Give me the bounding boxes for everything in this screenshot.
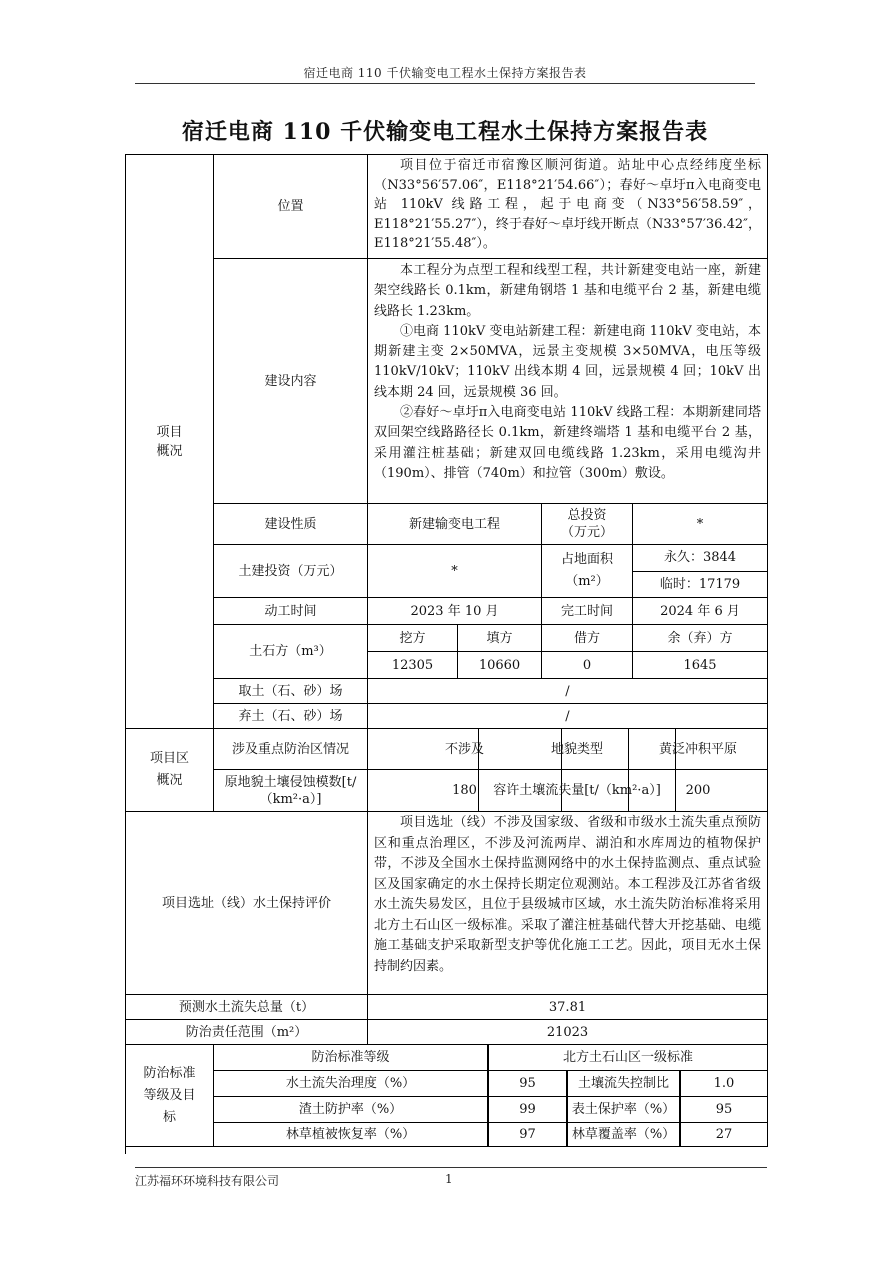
area-values bbox=[633, 545, 768, 598]
evaluation-text: 项目选址（线）不涉及国家级、省级和市级水土流失重点预防区和重点治理区，不涉及河流两岸、湖泊和水库周边的植物保护带，不涉及全国水土保持监测网络中的水土保持监测点、重点试验区及国家确定的水土保持长期定位观测站。本工程涉及江苏省省级水土流失易发区，且位于县级城市区域，水土流失防治标准将采用北方土石山区一级标准。采取了灌注桩基础代替大开挖基础、电缆施工基础支护采取新型支护等优化施工工艺。因此，项目无水土保持制约因素。 bbox=[368, 812, 768, 995]
grade-label: 防治标准等级 bbox=[214, 1045, 488, 1071]
target-value: 95 bbox=[488, 1071, 567, 1097]
page-number: 1 bbox=[445, 1172, 453, 1186]
total-invest-label: 总投资 （万元） bbox=[542, 504, 633, 545]
nature-label: 建设性质 bbox=[214, 504, 368, 545]
key-zone-value: 不涉及 bbox=[368, 729, 562, 770]
area-temporary: 临时：17179 bbox=[659, 576, 741, 592]
earthwork-value-excavate: 12305 bbox=[368, 652, 458, 679]
earthwork-label: 土石方（m³） bbox=[214, 625, 368, 679]
borrow-site-value: / bbox=[368, 679, 768, 704]
target-label: 水土流失治理度（%） bbox=[214, 1071, 488, 1097]
allowable-loss-value: 200 bbox=[628, 770, 768, 812]
page-title: 宿迁电商 110 千伏输变电工程水土保持方案报告表 bbox=[181, 119, 709, 145]
civil-invest-label: 土建投资（万元） bbox=[214, 545, 368, 598]
target-value: 99 bbox=[488, 1097, 567, 1123]
target-value: 1.0 bbox=[680, 1071, 768, 1097]
footer-company: 江苏福环环境科技有限公司 bbox=[135, 1174, 280, 1188]
content-label: 建设内容 bbox=[214, 259, 368, 504]
predicted-loss-value: 37.81 bbox=[368, 995, 768, 1020]
target-value: 27 bbox=[680, 1123, 768, 1147]
total-invest-value: * bbox=[633, 504, 768, 545]
civil-invest-value: * bbox=[368, 545, 542, 598]
start-label: 动工时间 bbox=[214, 598, 368, 625]
responsibility-label: 防治责任范围（m²） bbox=[126, 1020, 368, 1045]
location-text: 项目位于宿迁市宿豫区顺河街道。站址中心点经纬度坐标（N33°56′57.06″，E118°21′54.66″）；春好～卓圩π入电商变电站 110kV 线路工程，起于电商变（N33°56′58.59″，E118°21′55.27″），终于春好～卓圩线开断点（N33°57′36.42″，E118°21′55.48″）。 bbox=[368, 155, 768, 259]
grade-value: 北方土石山区一级标准 bbox=[488, 1045, 768, 1071]
erosion-modulus-label: 原地貌土壤侵蚀模数[t/（km²·a）] bbox=[214, 770, 368, 812]
report-table bbox=[125, 154, 768, 1154]
target-value: 97 bbox=[488, 1123, 567, 1147]
evaluation-label: 项目选址（线）水土保持评价 bbox=[126, 812, 368, 995]
content-paragraph: ②春好～卓圩π入电商变电站 110kV 线路工程：本期新建同塔双回架空线路路径长 0.1km，新建终端塔 1 基和电缆平台 2 基，采用灌注桩基础；新建双回电缆线路 1.23km，采用电缆沟井（190m）、排管（740m）和拉管（300m）敷设。 bbox=[374, 405, 761, 481]
key-zone-label: 涉及重点防治区情况 bbox=[214, 729, 368, 770]
overview-section-label: 项目 概况 bbox=[126, 155, 214, 729]
content-paragraph: 本工程分为点型工程和线型工程，共计新建变电站一座，新建架空线路长 0.1km，新建角钢塔 1 基和电缆平台 2 基，新建电缆线路长 1.23km。 bbox=[374, 263, 761, 319]
end-label: 完工时间 bbox=[542, 598, 633, 625]
target-label: 表土保护率（%） bbox=[567, 1097, 680, 1123]
earthwork-header-excavate: 挖方 bbox=[368, 625, 458, 652]
target-label: 林草植被恢复率（%） bbox=[214, 1123, 488, 1147]
target-value: 95 bbox=[680, 1097, 768, 1123]
location-label: 位置 bbox=[214, 155, 368, 259]
standard-section-label: 防治标准 等级及目 标 bbox=[126, 1045, 214, 1147]
landform-value: 黄泛冲积平原 bbox=[628, 729, 768, 770]
nature-value: 新建输变电工程 bbox=[368, 504, 542, 545]
target-label: 土壤流失控制比 bbox=[567, 1071, 680, 1097]
earthwork-header-borrow: 借方 bbox=[542, 625, 633, 652]
content-paragraph: ①电商 110kV 变电站新建工程：新建电商 110kV 变电站，本期新建主变 2×50MVA，远景主变规模 3×50MVA，电压等级 110kV/10kV；110kV 出线本期 4 回，远景规模 4 回；10kV 出线本期 24 回，远景规模 36 回。 bbox=[374, 323, 761, 400]
spoil-site-label: 弃土（石、砂）场 bbox=[214, 704, 368, 729]
running-header: 宿迁电商 110 千伏输变电工程水土保持方案报告表 bbox=[303, 66, 587, 80]
erosion-modulus-value: 180 bbox=[368, 770, 562, 812]
earthwork-header-surplus: 余（弃）方 bbox=[633, 625, 768, 652]
allowable-loss-label: 容许土壤流失量[t/（km²·a）] bbox=[478, 770, 676, 812]
predicted-loss-label: 预测水土流失总量（t） bbox=[126, 995, 368, 1020]
header-rule bbox=[135, 83, 755, 84]
area-section-label: 项目区 概况 bbox=[126, 729, 214, 812]
end-value: 2024 年 6 月 bbox=[633, 598, 768, 625]
spoil-site-value: / bbox=[368, 704, 768, 729]
earthwork-header-fill: 填方 bbox=[458, 625, 542, 652]
area-label: 占地面积 （m²） bbox=[542, 545, 633, 598]
target-label: 渣土防护率（%） bbox=[214, 1097, 488, 1123]
content-text bbox=[368, 259, 768, 504]
target-label: 林草覆盖率（%） bbox=[567, 1123, 680, 1147]
area-permanent: 永久：3844 bbox=[633, 545, 767, 572]
footer-rule bbox=[135, 1167, 767, 1168]
start-value: 2023 年 10 月 bbox=[368, 598, 542, 625]
responsibility-value: 21023 bbox=[368, 1020, 768, 1045]
landform-label: 地貌类型 bbox=[478, 729, 676, 770]
earthwork-value-fill: 10660 bbox=[458, 652, 542, 679]
earthwork-value-borrow: 0 bbox=[542, 652, 633, 679]
earthwork-value-surplus: 1645 bbox=[633, 652, 768, 679]
borrow-site-label: 取土（石、砂）场 bbox=[214, 679, 368, 704]
